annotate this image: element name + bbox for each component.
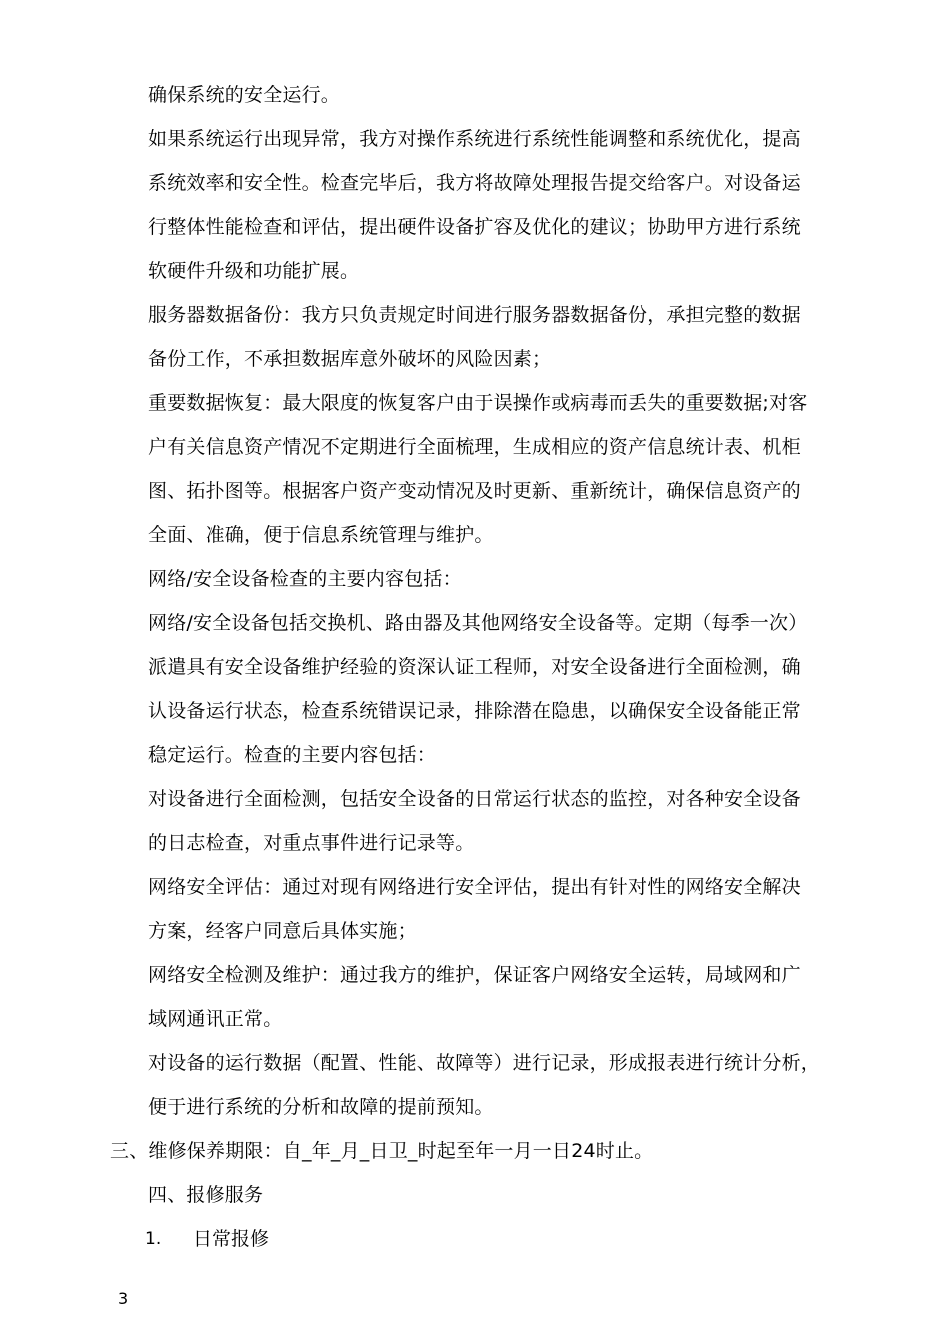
text-line: 网络/安全设备检查的主要内容包括：	[148, 568, 462, 590]
text-line: 方案，经客户同意后具体实施；	[148, 920, 417, 942]
text-line: 备份工作，不承担数据库意外破坏的风险因素；	[148, 348, 552, 370]
text-line: 图、拓扑图等。根据客户资产变动情况及时更新、重新统计，确保信息资产的	[148, 480, 801, 502]
text-line: 系统效率和安全性。检查完毕后，我方将故障处理报告提交给客户。对设备运	[148, 172, 801, 194]
section-heading: 四、报修服务	[148, 1184, 264, 1206]
text-line: 稳定运行。检查的主要内容包括：	[148, 744, 437, 766]
text-line: 派遣具有安全设备维护经验的资深认证工程师，对安全设备进行全面检测，确	[148, 656, 801, 678]
text-line: 域网通讯正常。	[148, 1008, 283, 1030]
text-line: 的日志检查，对重点事件进行记录等。	[148, 832, 475, 854]
text-line: 网络安全检测及维护：通过我方的维护，保证客户网络安全运转，局域网和广	[148, 964, 801, 986]
text-line: 软硬件升级和功能扩展。	[148, 260, 360, 282]
text-line: 认设备运行状态，检查系统错误记录，排除潜在隐患，以确保安全设备能正常	[148, 700, 801, 722]
text-line: 服务器数据备份：我方只负责规定时间进行服务器数据备份，承担完整的数据	[148, 304, 801, 326]
text-line: 重要数据恢复：最大限度的恢复客户由于误操作或病毒而丢失的重要数据;对客	[148, 392, 808, 414]
text-line: 全面、准确，便于信息系统管理与维护。	[148, 524, 494, 546]
text-line: 如果系统运行出现异常，我方对操作系统进行系统性能调整和系统优化，提高	[148, 128, 801, 150]
text-line: 网络/安全设备包括交换机、路由器及其他网络安全设备等。定期（每季一次）	[148, 612, 808, 634]
text-line: 行整体性能检查和评估，提出硬件设备扩容及优化的建议；协助甲方进行系统	[148, 216, 801, 238]
text-line: 户有关信息资产情况不定期进行全面梳理，生成相应的资产信息统计表、机柜	[148, 436, 801, 458]
text-line: 对设备进行全面检测，包括安全设备的日常运行状态的监控，对各种安全设备	[148, 788, 801, 810]
page-number: 3	[118, 1289, 129, 1308]
text-line: 网络安全评估：通过对现有网络进行安全评估，提出有针对性的网络安全解决	[148, 876, 801, 898]
section-heading: 三、维修保养期限：自_年_月_日卫_时起至年一月一日24时止。	[110, 1140, 654, 1162]
list-item-number: 1.	[145, 1229, 162, 1249]
text-line: 对设备的运行数据（配置、性能、故障等）进行记录，形成报表进行统计分析，	[148, 1052, 821, 1074]
list-item-text: 日常报修	[193, 1228, 270, 1250]
text-line: 确保系统的安全运行。	[148, 84, 341, 106]
text-line: 便于进行系统的分析和故障的提前预知。	[148, 1096, 494, 1118]
